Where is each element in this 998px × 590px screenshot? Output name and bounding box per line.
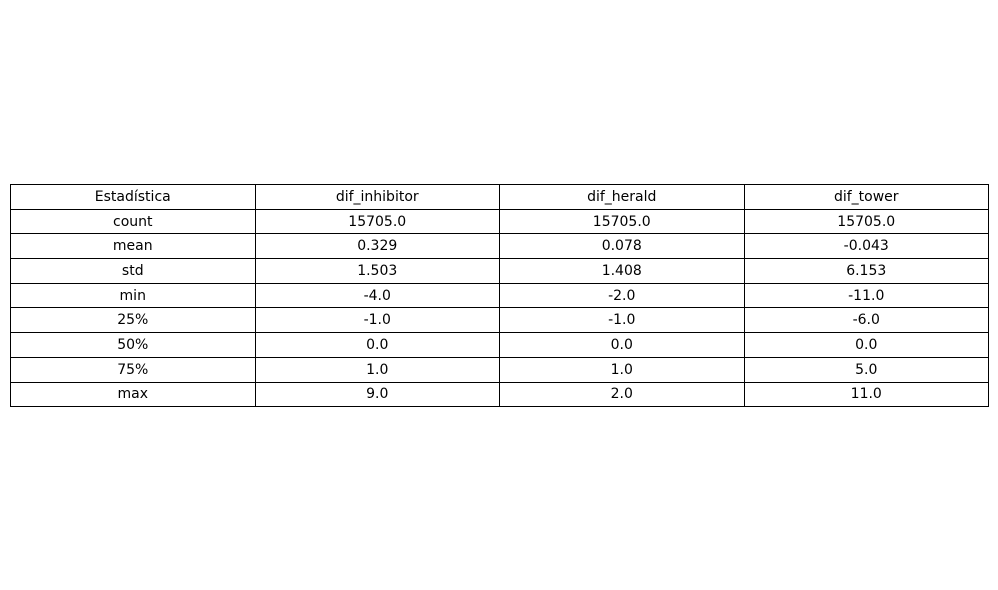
table-row — [11, 259, 989, 284]
row-label: count — [11, 209, 256, 234]
table-cell-dif-inhibitor: 9.0 — [255, 382, 500, 407]
table-cell-dif-tower: 15705.0 — [744, 209, 989, 234]
table-cell-dif-herald: 15705.0 — [500, 209, 745, 234]
table-cell-dif-herald: 0.078 — [500, 234, 745, 259]
stats-table-body — [11, 185, 989, 407]
table-row — [11, 333, 989, 358]
table-cell-dif-tower: 5.0 — [744, 357, 989, 382]
table-cell-dif-herald: 2.0 — [500, 382, 745, 407]
row-label: 50% — [11, 333, 256, 358]
column-header-dif-inhibitor: dif_inhibitor — [255, 185, 500, 210]
table-cell-dif-tower: -6.0 — [744, 308, 989, 333]
table-cell-dif-inhibitor: 0.329 — [255, 234, 500, 259]
table-cell-dif-herald: 0.0 — [500, 333, 745, 358]
table-row — [11, 382, 989, 407]
column-header-dif-tower: dif_tower — [744, 185, 989, 210]
table-cell-dif-tower: 0.0 — [744, 333, 989, 358]
table-row — [11, 209, 989, 234]
column-header-dif-herald: dif_herald — [500, 185, 745, 210]
table-cell-dif-tower: -11.0 — [744, 283, 989, 308]
table-cell-dif-tower: 6.153 — [744, 259, 989, 284]
table-cell-dif-inhibitor: -1.0 — [255, 308, 500, 333]
row-label: std — [11, 259, 256, 284]
header-row — [11, 185, 989, 210]
table-cell-dif-inhibitor: -4.0 — [255, 283, 500, 308]
table-cell-dif-herald: -1.0 — [500, 308, 745, 333]
table-row — [11, 357, 989, 382]
table-row — [11, 308, 989, 333]
table-cell-dif-tower: -0.043 — [744, 234, 989, 259]
table-cell-dif-inhibitor: 1.0 — [255, 357, 500, 382]
row-label: 75% — [11, 357, 256, 382]
table-cell-dif-inhibitor: 1.503 — [255, 259, 500, 284]
row-label: mean — [11, 234, 256, 259]
table-row — [11, 283, 989, 308]
table-cell-dif-tower: 11.0 — [744, 382, 989, 407]
table-row — [11, 234, 989, 259]
row-label: min — [11, 283, 256, 308]
table-cell-dif-herald: -2.0 — [500, 283, 745, 308]
row-label: 25% — [11, 308, 256, 333]
table-cell-dif-herald: 1.408 — [500, 259, 745, 284]
row-label: max — [11, 382, 256, 407]
table-cell-dif-herald: 1.0 — [500, 357, 745, 382]
table-cell-dif-inhibitor: 0.0 — [255, 333, 500, 358]
stats-table — [10, 184, 989, 407]
column-header-stat: Estadística — [11, 185, 256, 210]
table-cell-dif-inhibitor: 15705.0 — [255, 209, 500, 234]
